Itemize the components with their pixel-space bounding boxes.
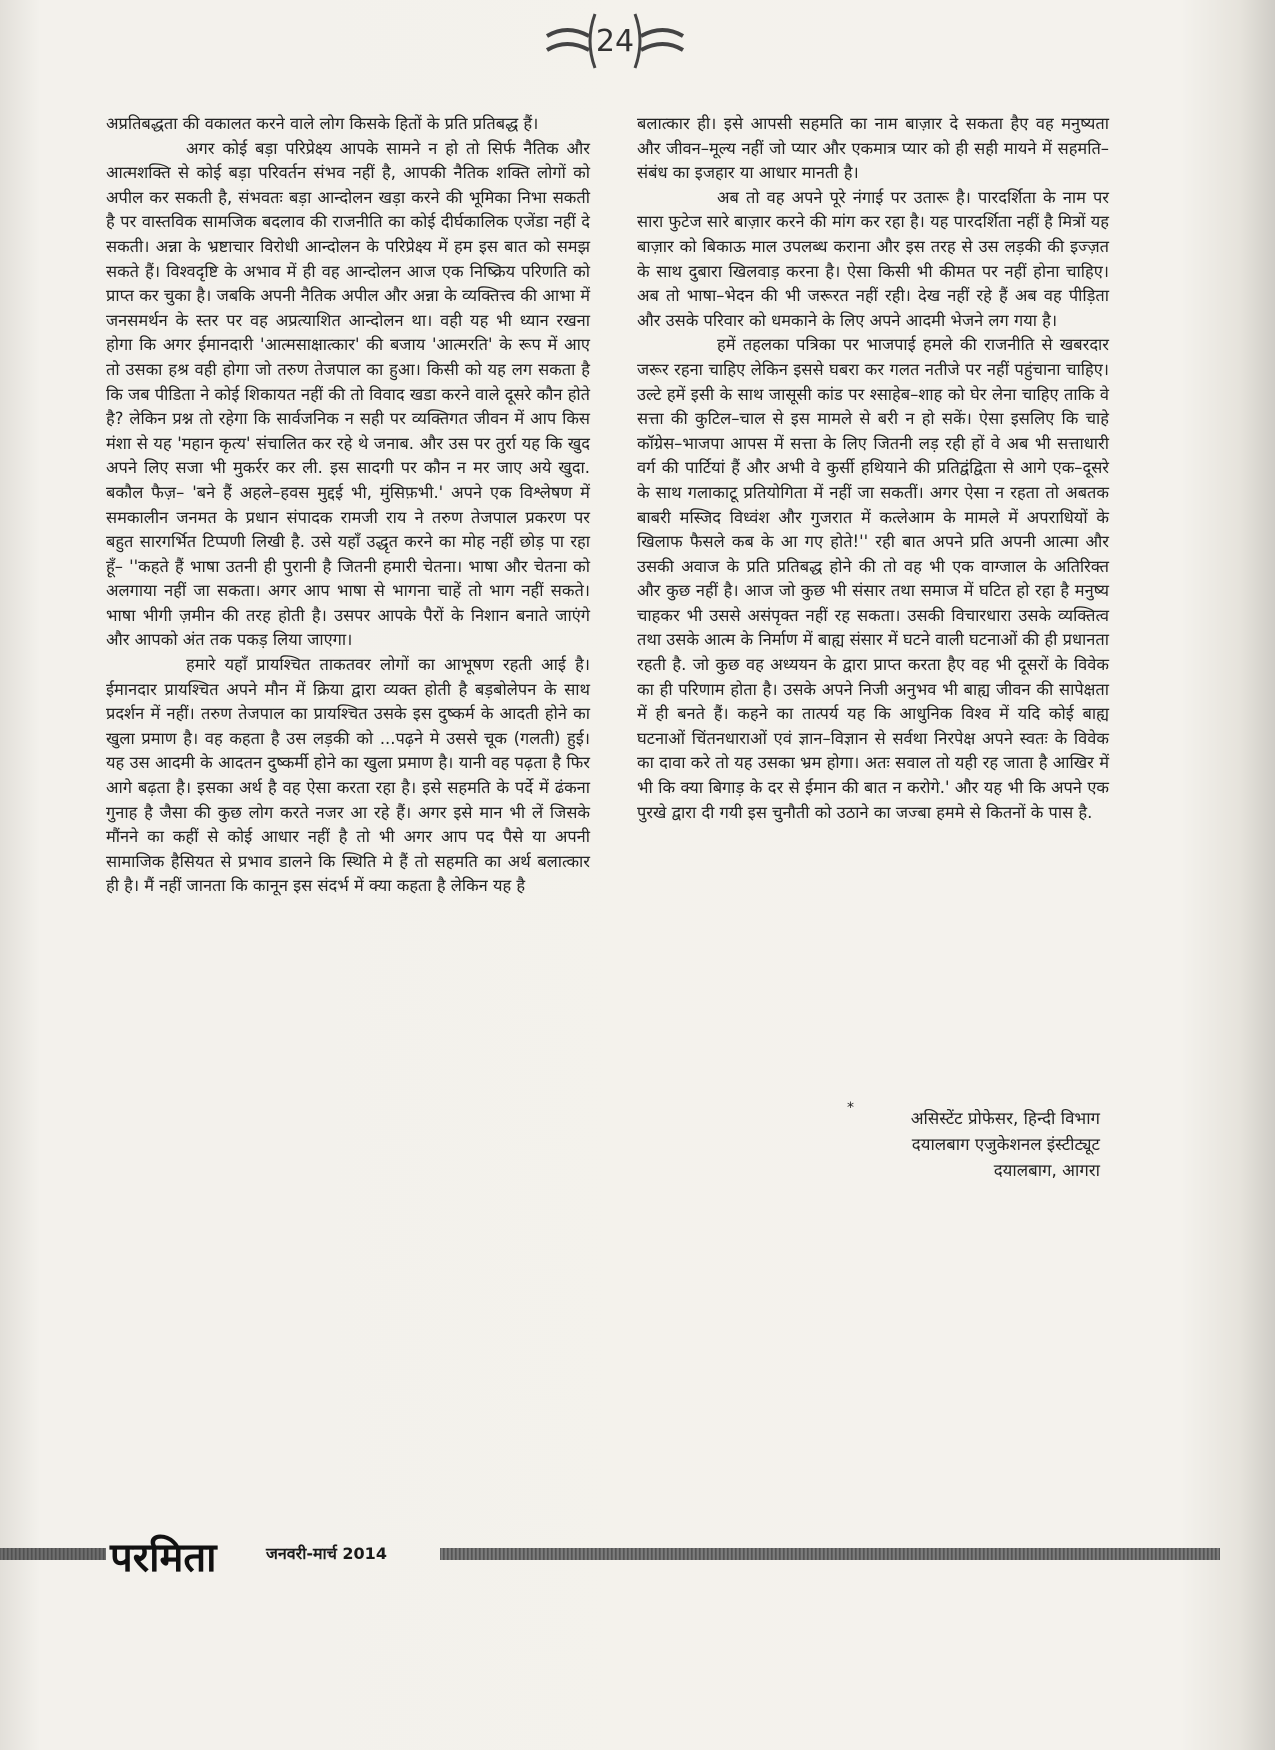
magazine-logo: परमिता bbox=[110, 1534, 217, 1581]
paragraph: हमें तहलका पत्रिका पर भाजपाई हमले की राजनीति से खबरदार जरूर रहना चाहिए लेकिन इससे घबरा कर गलत नतीजे पर नहीं पहुंचाना चाहिए। उल्टे हमें इसी के साथ जासूसी कांड पर श्साहेब–शाह को घेर लेना चाहिए ताकि वे सत्ता की कुटिल–चाल से इस मामले से बरी न हो सकें। ऐसा इसलिए कि चाहे कॉग्रेस–भाजपा आपस में सत्ता के लिए जितनी लड़ रही हों वे अब भी सत्ताधारी वर्ग की पार्टियां हैं और अभी वे कुर्सी हथियाने की प्रतिद्वंद्विता से आगे एक–दूसरे के साथ गलाकाटू प्रतियोगिता में नहीं जा सकतीं। अगर ऐसा न रहता तो अबतक बाबरी मस्जिद विध्वंश और गुजरात में कत्लेआम के मामले में अपराधियों के खिलाफ फैसले कब के आ गए होते!'' रही बात अपने प्रति अपनी आत्मा और उसकी अवाज के प्रति प्रतिबद्ध होने की तो वह भी एक वाग्जाल के अतिरिक्त और कुछ नहीं है। आज जो कुछ भी संसार तथा समाज में घटित हो रहा है मनुष्य चाहकर भी उससे असंपृक्त नहीं रह सकता। उसकी विचारधारा उसके व्यक्तित्व तथा उसके आत्म के निर्माण में बाह्य संसार में घटने वाली घटनाओं की ही प्रधानता रहती है. जो कुछ वह अध्ययन के द्वारा प्राप्त करता हैए वह भी दूसरों के विवेक का ही परिणाम होता है। उसके अपने निजी अनुभव भी बाह्य जीवन की सापेक्षता में ही बनते हैं। कहने का तात्पर्य यह कि आधुनिक विश्व में यदि कोई बाह्य घटनाओं चिंतनधाराओं एवं ज्ञान–विज्ञान से सर्वथा निरपेक्ष अपने स्वतः के विवेक का दावा करे तो यह उसका भ्रम होगा। अतः सवाल तो यही रह जाता है आखिर में भी कि क्या बिगाड़ के दर से ईमान की बात न करोगे.' और यह भी कि अपने एक पुरखे द्वारा दी गयी इस चुनौती को उठाने का जज्बा हममे से कितनों के पास है. bbox=[637, 335, 1109, 822]
page-number: 24 bbox=[595, 23, 635, 59]
footnote-marker: * bbox=[847, 1100, 854, 1116]
article-column-right bbox=[637, 112, 1109, 825]
article-column-left bbox=[106, 112, 590, 899]
affiliation-line: असिस्टेंट प्रोफेसर, हिन्दी विभाग bbox=[910, 1108, 1100, 1128]
affiliation-line: दयालबाग एजुकेशनल इंस्टीट्यूट bbox=[911, 1134, 1100, 1154]
paragraph: अगर कोई बड़ा परिप्रेक्ष्य आपके सामने न हो तो सिर्फ नैतिक और आत्मशक्ति से कोई बड़ा परिवर्तन संभव नहीं है, आपकी नैतिक शक्ति लोगों को अपील कर सकती है, संभवतः बड़ा आन्दोलन खड़ा करने की भूमिका निभा सकती है पर वास्तविक सामजिक बदलाव की राजनीति का कोई दीर्घकालिक एजेंडा नहीं दे सकती। अन्ना के भ्रष्टाचार विरोधी आन्दोलन के परिप्रेक्ष्य में हम इस बात को समझ सकते हैं। विश्वदृष्टि के अभाव में ही वह आन्दोलन आज एक निष्क्रिय परिणति को प्राप्त कर चुका है। जबकि अपनी नैतिक अपील और अन्ना के व्यक्तित्त्व की आभा में जनसमर्थन के स्तर पर वह अप्रत्याशित आन्दोलन था। वही यह भी ध्यान रखना होगा कि अगर ईमानदारी 'आत्मसाक्षात्कार' की बजाय 'आत्मरति' के रूप में आए तो उसका हश्र वही होगा जो तरुण तेजपाल का हुआ। किसी को यह लग सकता है कि जब पीडिता ने कोई शिकायत नहीं की तो विवाद खडा करने वाले दूसरे कौन होते है? लेकिन प्रश्न तो रहेगा कि सार्वजनिक न सही पर व्यक्तिगत जीवन में आप किस मंशा से यह 'महान कृत्य' संचालित कर रहे थे जनाब. और उस पर तुर्रा यह कि खुद अपने लिए सजा भी मुकर्रर कर ली. इस सादगी पर कौन न मर जाए अये खुदा. बकौल फैज़– 'बने हैं अहले–हवस मुद्दई भी, मुंसिफ़भी.' अपने एक विश्लेषण में समकालीन जनमत के प्रधान संपादक रामजी राय ने तरुण तेजपाल प्रकरण पर बहुत सारगर्भित टिप्पणी लिखी है. उसे यहाँ उद्धृत करने का मोह नहीं छोड़ पा रहा हूँ– ''कहते हैं भाषा उतनी ही पुरानी है जितनी हमारी चेतना। भाषा और चेतना को अलगाया नहीं जा सकता। अगर आप भाषा से भागना चाहें तो भाग नहीं सकते। भाषा भीगी ज़मीन की तरह होती है। उसपर आपके पैरों के निशान बनाते जाएंगे और आपको अंत तक पकड़ लिया जाएगा। bbox=[106, 138, 590, 650]
affiliation-line: दयालबाग, आगरा bbox=[993, 1160, 1100, 1180]
issue-date: जनवरी-मार्च 2014 bbox=[266, 1544, 387, 1563]
footer-band bbox=[0, 1548, 106, 1560]
paragraph: अप्रतिबद्धता की वकालत करने वाले लोग किसके हितों के प्रति प्रतिबद्ध हैं। bbox=[106, 114, 539, 133]
page-number-header bbox=[545, 6, 685, 76]
footer-band bbox=[440, 1548, 1220, 1560]
page-footer bbox=[0, 1530, 1275, 1581]
paragraph: अब तो वह अपने पूरे नंगाई पर उतारू है। पारदर्शिता के नाम पर सारा फुटेज सारे बाज़ार करने की मांग कर रहा है। यह पारदर्शिता नहीं है मित्रों यह बाज़ार को बिकाऊ माल उपलब्ध कराना और इस तरह से उस लड़की की इज्ज़त के साथ दुबारा खिलवाड़ करना है। ऐसा किसी भी कीमत पर नहीं होना चाहिए। अब तो भाषा–भेदन की भी जरूरत नहीं रही। देख नहीं रहे हैं अब वह पीड़िता और उसके परिवार को धमकाने के लिए अपने आदमी भेजने लग गया है। bbox=[637, 187, 1109, 330]
paragraph: बलात्कार ही। इसे आपसी सहमति का नाम बाज़ार दे सकता हैए वह मनुष्यता और जीवन–मूल्य नहीं जो प्यार और एकमात्र प्यार को ही सही मायने में सहमति–संबंध का इजहार या आधार मानती है। bbox=[637, 114, 1110, 183]
author-affiliation bbox=[780, 1100, 1100, 1183]
paragraph: हमारे यहाँ प्रायश्चित ताकतवर लोगों का आभूषण रहती आई है। ईमानदार प्रायश्चित अपने मौन में क्रिया द्वारा व्यक्त होती है बड़बोलेपन के साथ प्रदर्शन में नहीं। तरुण तेजपाल का प्रायश्चित उसके इस दुष्कर्म के आदती होने का खुला प्रमाण है। वह कहता है उस लड़की को ...पढ़ने मे उससे चूक (गलती) हुई। यह उस आदमी के आदतन दुष्कर्मी होने का खुला प्रमाण है। यानी वह पढ़ता है फिर आगे बढ़ता है। इसका अर्थ है वह ऐसा करता रहा है। इसे सहमति के पर्दे में ढंकना गुनाह है जैसा की कुछ लोग करते नजर आ रहे हैं। अगर इसे मान भी लें जिसके मौंनने का कहीं से कोई आधार नहीं है तो भी अगर आप पद पैसे या अपनी सामाजिक हैसियत से प्रभाव डालने कि स्थिति मे हैं तो सहमति का अर्थ बलात्कार ही है। मैं नहीं जानता कि कानून इस संदर्भ में क्या कहता है लेकिन यह है bbox=[106, 655, 590, 896]
